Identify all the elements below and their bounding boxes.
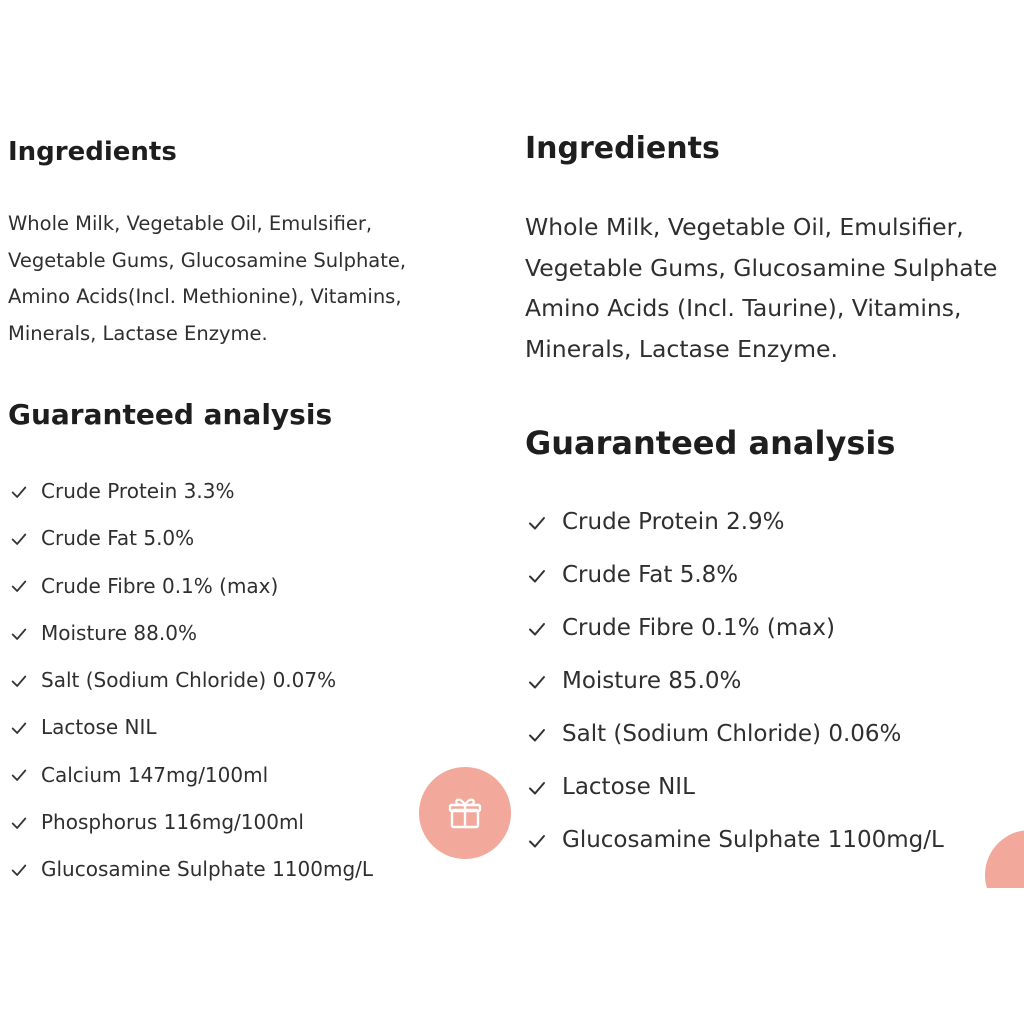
analysis-item-label: Phosphorus 116mg/100ml <box>41 810 304 835</box>
check-icon <box>10 766 28 784</box>
check-icon <box>527 513 547 533</box>
analysis-item <box>8 704 373 751</box>
analysis-item <box>525 602 944 655</box>
ingredients-line: Vegetable Gums, Glucosamine Sulphate <box>525 253 998 282</box>
analysis-item-label: Crude Fibre 0.1% (max) <box>562 615 835 641</box>
check-icon <box>10 577 28 595</box>
analysis-item-label: Lactose NIL <box>41 715 157 740</box>
analysis-item-label: Crude Fibre 0.1% (max) <box>41 573 279 598</box>
ingredients-heading: Ingredients <box>525 131 720 166</box>
ingredients-heading: Ingredients <box>8 137 177 167</box>
analysis-item <box>525 496 944 549</box>
check-icon <box>10 625 28 643</box>
guaranteed-analysis-list <box>525 496 944 867</box>
check-icon <box>10 719 28 737</box>
ingredients-line: Minerals, Lactase Enzyme. <box>525 335 838 364</box>
check-icon <box>10 530 28 548</box>
check-icon <box>527 566 547 586</box>
analysis-item <box>525 761 944 814</box>
ingredients-line: Amino Acids (Incl. Taurine), Vitamins, <box>525 294 962 323</box>
ingredients-line: Amino Acids(Incl. Methionine), Vitamins, <box>8 285 402 308</box>
ingredients-line: Whole Milk, Vegetable Oil, Emulsifier, <box>8 212 373 235</box>
ingredients-text <box>8 206 406 352</box>
analysis-item-label: Moisture 85.0% <box>562 668 742 694</box>
analysis-item <box>525 655 944 708</box>
check-icon <box>10 861 28 879</box>
page-bottom-area <box>0 888 1024 1024</box>
right-product-panel <box>525 0 1024 1024</box>
check-icon <box>10 814 28 832</box>
analysis-item-label: Calcium 147mg/100ml <box>41 762 269 787</box>
analysis-item-label: Lactose NIL <box>562 774 695 800</box>
analysis-item <box>8 799 373 846</box>
analysis-item-label: Salt (Sodium Chloride) 0.06% <box>562 721 902 747</box>
analysis-item <box>8 752 373 799</box>
analysis-item <box>8 563 373 610</box>
analysis-item-label: Moisture 88.0% <box>41 620 197 645</box>
analysis-item-label: Glucosamine Sulphate 1100mg/L <box>562 827 944 853</box>
analysis-item-label: Salt (Sodium Chloride) 0.07% <box>41 668 337 693</box>
ingredients-line: Vegetable Gums, Glucosamine Sulphate, <box>8 248 407 272</box>
analysis-item <box>8 468 373 515</box>
analysis-item-label: Glucosamine Sulphate 1100mg/L <box>41 857 374 882</box>
analysis-item <box>525 708 944 761</box>
analysis-item <box>525 549 944 602</box>
analysis-item <box>8 846 373 893</box>
guaranteed-analysis-list <box>8 468 373 894</box>
check-icon <box>527 619 547 639</box>
analysis-item-label: Crude Protein 2.9% <box>562 509 785 535</box>
check-icon <box>527 672 547 692</box>
analysis-item-label: Crude Fat 5.0% <box>41 526 195 551</box>
analysis-item <box>8 657 373 704</box>
analysis-item <box>8 610 373 657</box>
check-icon <box>527 725 547 745</box>
gift-button[interactable] <box>419 767 511 859</box>
check-icon <box>527 778 547 798</box>
guaranteed-analysis-heading: Guaranteed analysis <box>8 398 333 431</box>
gift-icon <box>445 793 485 833</box>
check-icon <box>10 483 28 501</box>
check-icon <box>527 831 547 851</box>
guaranteed-analysis-heading: Guaranteed analysis <box>525 424 896 462</box>
ingredients-line: Minerals, Lactase Enzyme. <box>8 321 268 345</box>
analysis-item <box>8 515 373 562</box>
analysis-item-label: Crude Fat 5.8% <box>562 562 739 588</box>
analysis-item <box>525 814 944 867</box>
ingredients-line: Whole Milk, Vegetable Oil, Emulsifier, <box>525 213 964 241</box>
check-icon <box>10 672 28 690</box>
analysis-item-label: Crude Protein 3.3% <box>41 479 235 503</box>
ingredients-text <box>525 207 997 370</box>
